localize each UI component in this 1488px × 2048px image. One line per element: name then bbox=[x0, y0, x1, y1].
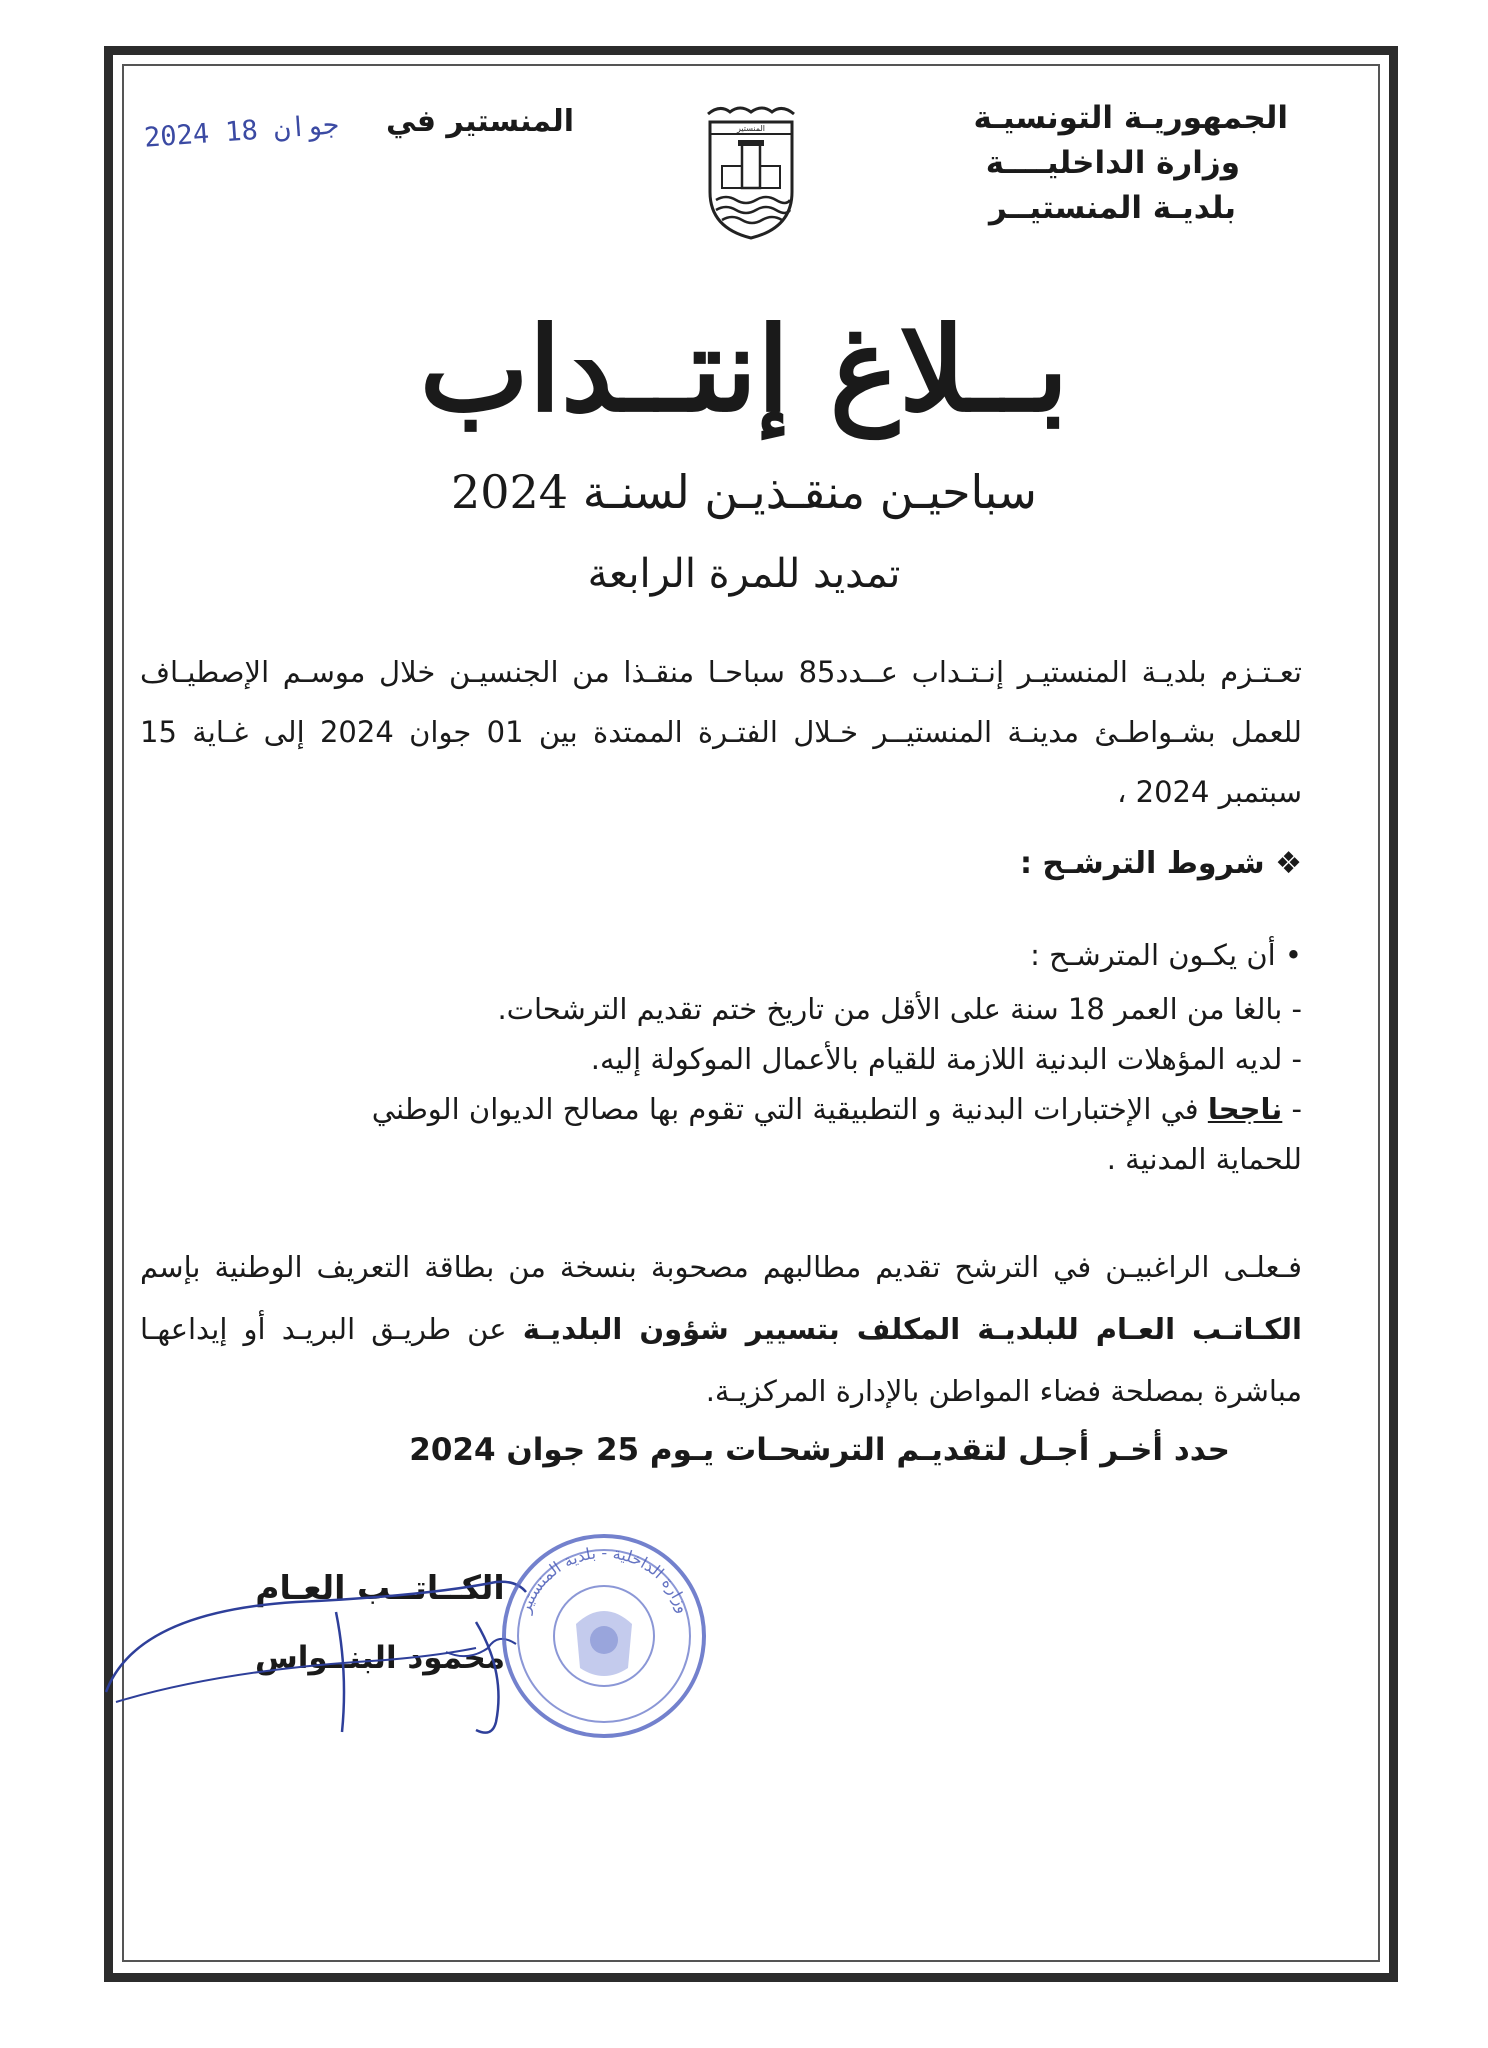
svg-text:وزارة الداخلية - بلدية المنستي bbox=[515, 1543, 694, 1617]
date-stamp: 2024 جوان 18 bbox=[143, 109, 340, 154]
condition-item: - لديه المؤهلات البدنية اللازمة للقيام بالأعمال الموكولة إليه. bbox=[590, 1042, 1302, 1076]
official-seal-icon bbox=[496, 1528, 712, 1744]
conditions-heading: ❖ شروط الترشـح : bbox=[1019, 846, 1302, 881]
crest-caption: المنستير bbox=[736, 124, 766, 133]
application-text-2: عن طريـق البريـد أو إيداعهـا مباشرة بمصلحة فضاء المواطن بالإدارة المركزيـة. bbox=[140, 1312, 1302, 1408]
signatory-title: الكــاتــب العـام bbox=[255, 1568, 505, 1607]
place-label: المنستير في bbox=[385, 104, 574, 139]
notice-subtitle: سباحيـن منقـذيـن لسنـة 2024 bbox=[451, 465, 1037, 519]
conditions-intro: • أن يكـون المترشـح : bbox=[1030, 938, 1302, 972]
ministry-name: وزارة الداخليــــة bbox=[985, 145, 1240, 181]
deadline-line: حدد أخـر أجـل لتقديـم الترشحـات يـوم 25 جوان 2024 bbox=[409, 1432, 1230, 1468]
municipal-crest-icon bbox=[700, 100, 802, 242]
seal-text: وزارة الداخلية - بلدية المنستير bbox=[514, 1542, 694, 1616]
application-addressee: الكـاتـب العـام للبلديـة المكلف بتسيير شؤون البلديـة bbox=[522, 1312, 1302, 1346]
application-paragraph bbox=[140, 1236, 1302, 1422]
country-name: الجمهوريـة التونسيـة bbox=[973, 100, 1288, 136]
condition-rest: في الإختبارات البدنية و التطبيقية التي تقوم بها مصالح الديوان الوطني للحماية المدنية . bbox=[371, 1092, 1302, 1176]
date-line bbox=[144, 104, 574, 156]
conditions-list bbox=[302, 984, 1302, 1184]
condition-item bbox=[302, 1084, 1302, 1184]
notice-title: بــلاغ إنتــداب bbox=[419, 302, 1069, 438]
extension-note: تمديد للمرة الرابعة bbox=[587, 551, 901, 597]
signatory-name: محمود البنــواس bbox=[254, 1640, 506, 1676]
intro-paragraph: تعـتـزم بلديـة المنستيـر إنـتـداب عــدد85 سباحـا منقـذا من الجنسيـن خلال موسـم الإصطيـاف للعمل بشـواطـئ مدينـة المنستيــر خـلال الفتـرة الممتدة بين 01 جوان 2024 إلى غـاية 15 سبتمبر 2024 ، bbox=[140, 655, 1302, 809]
application-text-1: فـعلـى الراغبيـن في الترشح تقديم مطالبهم مصحوبة بنسخة من بطاقة التعريف الوطنية بإسم bbox=[140, 1250, 1302, 1284]
municipality-name: بلديـة المنستيــر bbox=[988, 190, 1236, 226]
letterhead bbox=[868, 96, 1288, 231]
condition-emphasis: ناجحا bbox=[1207, 1092, 1283, 1126]
condition-item: - بالغا من العمر 18 سنة على الأقل من تاريخ ختم تقديم الترشحات. bbox=[497, 992, 1302, 1026]
condition-prefix: - bbox=[1282, 1092, 1302, 1126]
